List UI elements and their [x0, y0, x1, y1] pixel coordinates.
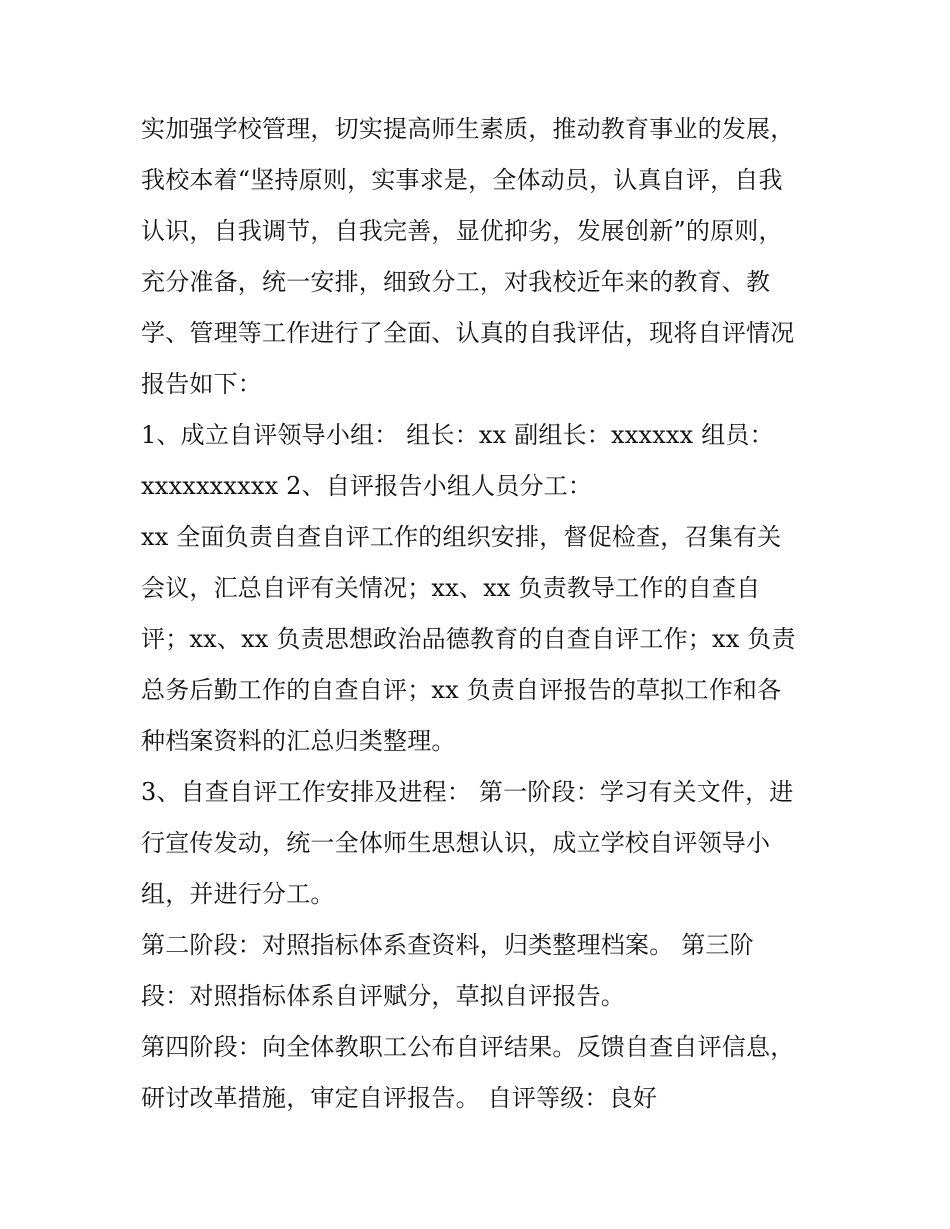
- text-line: 学、管理等工作进行了全面、认真的自我评估，现将自评情况: [141, 319, 795, 347]
- text-line: 认识，自我调节，自我完善，显优抑劣，发展创新”的原则，: [141, 217, 783, 245]
- text-line: 我校本着“坚持原则，实事求是，全体动员，认真自评，自我: [141, 166, 783, 194]
- text-line: xxxxxxxxxx 2、自评报告小组人员分工：: [141, 472, 593, 500]
- body-text: [141, 104, 821, 1124]
- text-line: 充分准备，统一安排，细致分工，对我校近年来的教育、教: [141, 268, 771, 296]
- text-line: 评；xx、xx 负责思想政治品德教育的自查自评工作；xx 负责: [141, 625, 796, 653]
- text-line: 总务后勤工作的自查自评；xx 负责自评报告的草拟工作和各: [141, 676, 782, 704]
- text-line: 研讨改革措施，审定自评报告。 自评等级：良好: [141, 1084, 658, 1112]
- text-line: 实加强学校管理，切实提高师生素质，推动教育事业的发展，: [141, 115, 795, 143]
- text-line: 段：对照指标体系自评赋分，草拟自评报告。: [141, 982, 625, 1010]
- text-line: 会议，汇总自评有关情况；xx、xx 负责教导工作的自查自: [141, 574, 761, 602]
- text-line: 第二阶段：对照指标体系查资料，归类整理档案。 第三阶: [141, 931, 754, 959]
- text-line: 1、成立自评领导小组： 组长：xx 副组长：xxxxxx 组员：: [141, 421, 774, 449]
- text-line: 3、自查自评工作安排及进程： 第一阶段：学习有关文件，进: [141, 778, 794, 806]
- text-line: 第四阶段：向全体教职工公布自评结果。反馈自查自评信息，: [141, 1033, 795, 1061]
- text-line: 报告如下：: [141, 370, 262, 398]
- text-line: 组，并进行分工。: [141, 880, 335, 908]
- text-line: 种档案资料的汇总归类整理。: [141, 727, 456, 755]
- text-line: 行宣传发动，统一全体师生思想认识，成立学校自评领导小: [141, 829, 771, 857]
- text-line: xx 全面负责自查自评工作的组织安排，督促检查，召集有关: [141, 523, 782, 551]
